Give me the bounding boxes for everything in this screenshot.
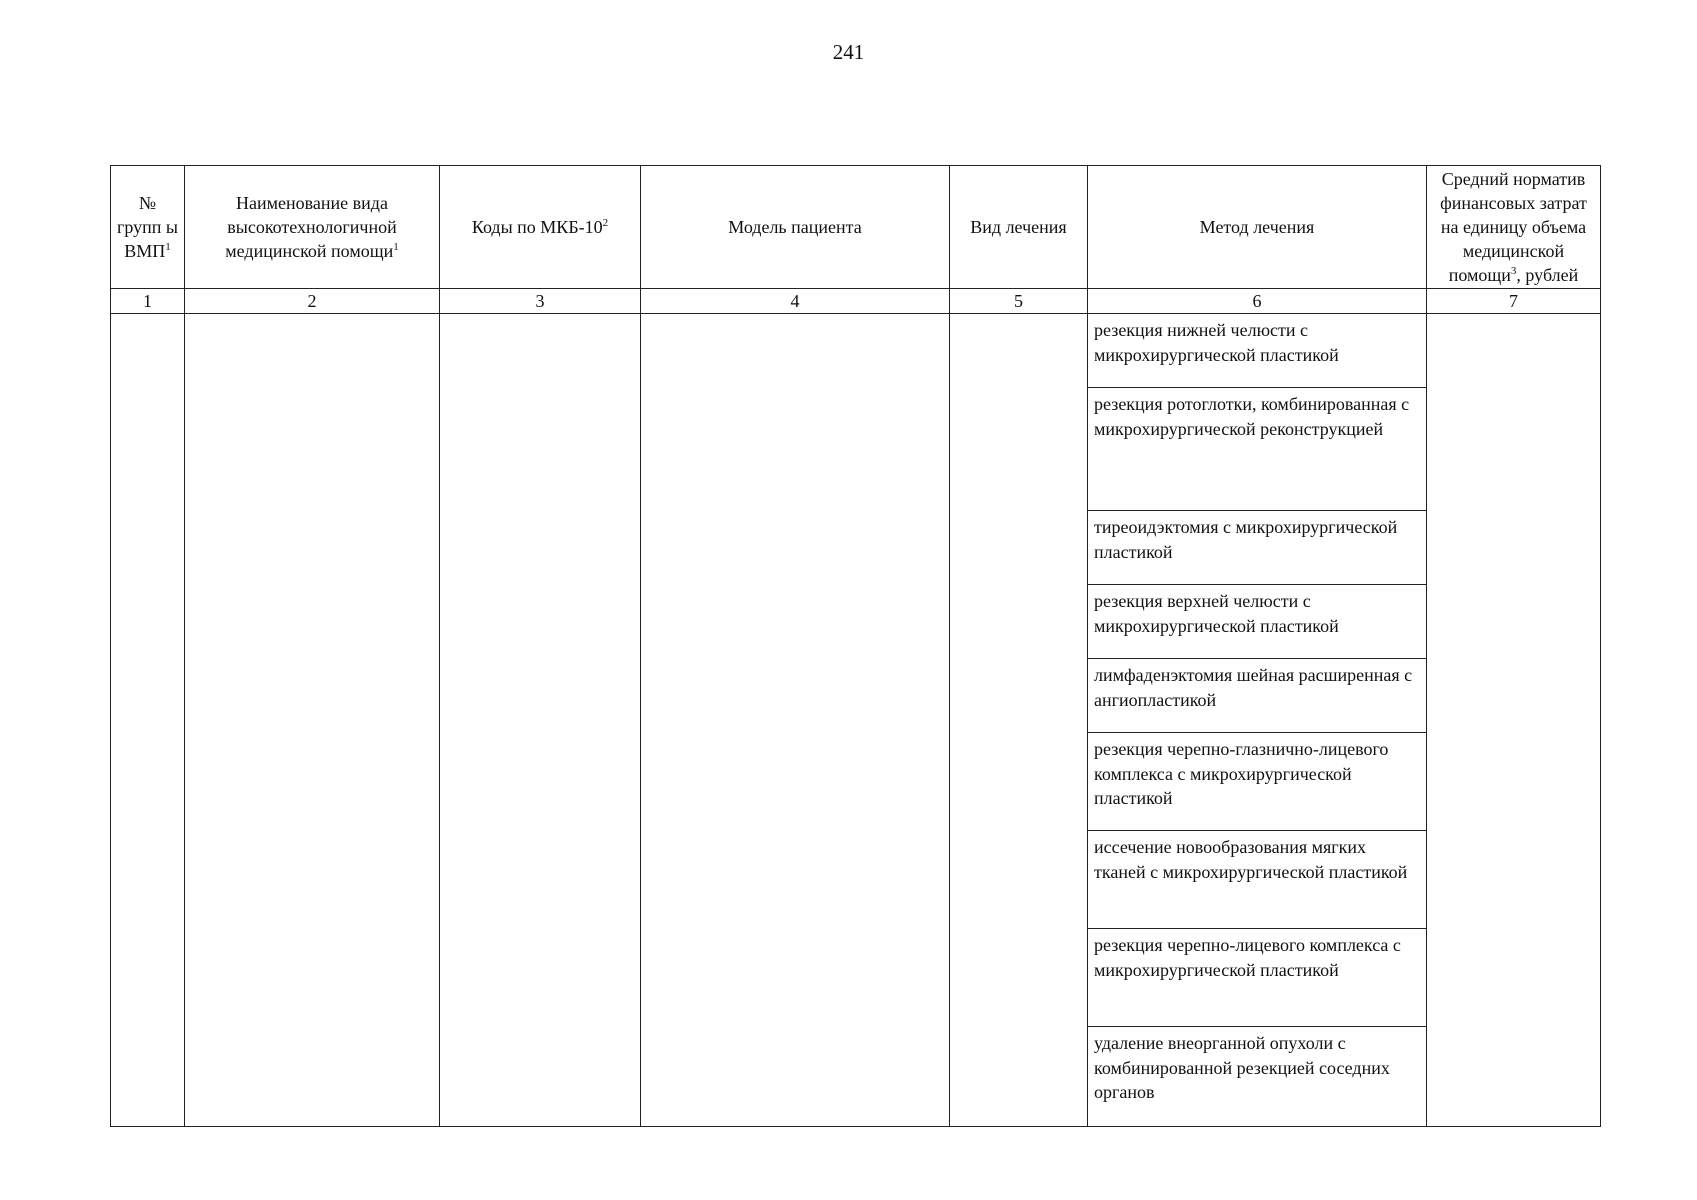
care-type-name-cell: [185, 314, 440, 1127]
table-row: [111, 314, 1601, 1127]
header-group-number: № групп ы ВМП$^1$: [111, 166, 185, 289]
method-item: резекция ротоглотки, комбинированная с микрохирургической реконструкцией: [1088, 388, 1426, 511]
treatment-type-cell: [950, 314, 1088, 1127]
column-number: 4: [641, 289, 950, 314]
column-number-row: [111, 289, 1601, 314]
medical-care-table: [110, 165, 1601, 1127]
method-item: тиреоидэктомия с микрохирургической пластикой: [1088, 511, 1426, 585]
method-item: иссечение новообразования мягких тканей с микрохирургической пластикой: [1088, 831, 1426, 929]
column-number: 7: [1427, 289, 1601, 314]
column-number: 3: [440, 289, 641, 314]
header-cost-standard: Средний норматив финансовых затрат на единицу объема медицинской помощи$^3$, рублей: [1427, 166, 1601, 289]
page-number: 241: [832, 40, 865, 64]
header-row: [111, 166, 1601, 289]
header-treatment-method: Метод лечения: [1088, 166, 1427, 289]
cost-standard-cell: [1427, 314, 1601, 1127]
method-item: лимфаденэктомия шейная расширенная с ангиопластикой: [1088, 659, 1426, 733]
method-item: резекция черепно-лицевого комплекса с микрохирургической пластикой: [1088, 929, 1426, 1027]
method-item: резекция нижней челюсти с микрохирургической пластикой: [1088, 314, 1426, 388]
column-number: 2: [185, 289, 440, 314]
column-number: 6: [1088, 289, 1427, 314]
header-patient-model: Модель пациента: [641, 166, 950, 289]
method-item: резекция верхней челюсти с микрохирургической пластикой: [1088, 585, 1426, 659]
group-number-cell: [111, 314, 185, 1127]
treatment-method-cell: [1088, 314, 1427, 1127]
column-number: 5: [950, 289, 1088, 314]
method-item: удаление внеорганной опухоли с комбинированной резекцией соседних органов: [1094, 1033, 1390, 1102]
icd10-codes-cell: [440, 314, 641, 1127]
column-number: 1: [111, 289, 185, 314]
header-icd10-codes: Коды по МКБ-$10^2$: [440, 166, 641, 289]
header-treatment-type: Вид лечения: [950, 166, 1088, 289]
header-care-type-name: Наименование вида высокотехнологичной медицинской помощи$^1$: [185, 166, 440, 289]
patient-model-cell: [641, 314, 950, 1127]
method-item: резекция черепно-глазнично-лицевого комплекса с микрохирургической пластикой: [1088, 733, 1426, 831]
